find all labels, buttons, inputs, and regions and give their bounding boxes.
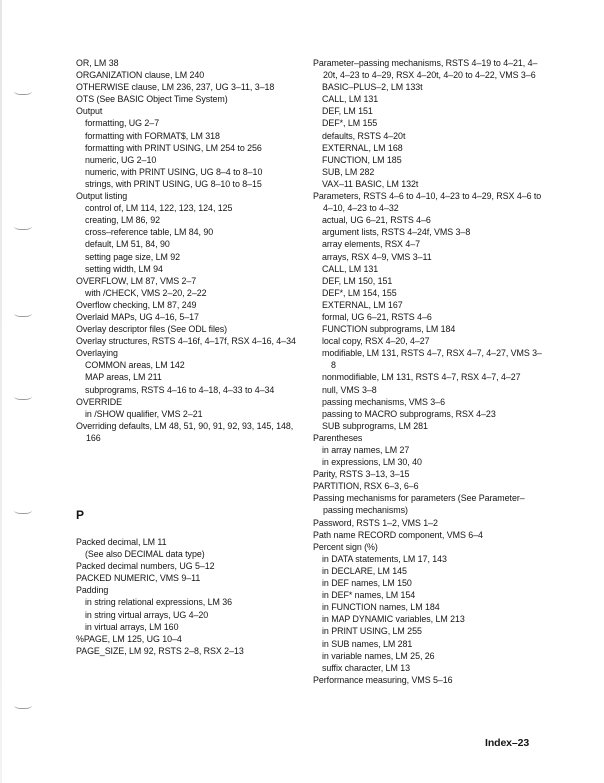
index-subentry: formatting with FORMAT$, LM 318 <box>85 130 220 141</box>
index-entry: Parameter–passing mechanisms, RSTS 4–19 to 4–21, 4–20t, 4–23 to 4–29, RSX 4–20t, 4–20 to 4–22, VMS 3–6 <box>313 58 538 81</box>
index-subentry: CALL, LM 131 <box>322 94 379 105</box>
index-entry: OVERRIDE <box>76 396 122 407</box>
index-subentry: DEF*, LM 154, 155 <box>322 287 397 298</box>
index-subentry: in virtual arrays, LM 160 <box>85 621 179 632</box>
index-subentry: subprograms, RSTS 4–16 to 4–18, 4–33 to 4–34 <box>85 384 275 395</box>
index-subentry: MAP areas, LM 211 <box>85 372 162 383</box>
index-subentry: in string virtual arrays, UG 4–20 <box>85 609 209 620</box>
index-entry: Padding <box>76 585 109 596</box>
section-letter-heading: P <box>76 508 85 522</box>
index-entry: Output listing <box>76 191 128 202</box>
index-subentry: nonmodifiable, LM 131, RSTS 4–7, RSX 4–7, 4–27 <box>322 372 521 383</box>
index-subentry: formatting, UG 2–7 <box>85 118 160 129</box>
index-entry: Path name RECORD component, VMS 6–4 <box>313 529 483 540</box>
index-subentry: CALL, LM 131 <box>322 263 379 274</box>
index-subentry: arrays, RSX 4–9, VMS 3–11 <box>322 251 432 262</box>
index-subentry: DEF, LM 151 <box>322 106 373 117</box>
index-subentry: (See also DECIMAL data type) <box>85 549 205 560</box>
index-subentry: formal, UG 6–21, RSTS 4–6 <box>322 311 432 322</box>
index-subentry: in DATA statements, LM 17, 143 <box>322 553 447 564</box>
index-column-right <box>313 57 545 686</box>
index-subentry: COMMON areas, LM 142 <box>85 360 185 371</box>
index-entry: ORGANIZATION clause, LM 240 <box>76 70 205 81</box>
index-subentry: in expressions, LM 30, 40 <box>322 457 422 468</box>
index-section-p <box>76 536 308 657</box>
punch-hole-mark <box>14 505 32 514</box>
index-subentry: FUNCTION subprograms, LM 184 <box>322 324 456 335</box>
index-subentry: in DEF names, LM 150 <box>322 578 412 589</box>
index-subentry: in FUNCTION names, LM 184 <box>322 602 440 613</box>
index-entry: Percent sign (%) <box>313 541 378 552</box>
index-subentry: setting page size, LM 92 <box>85 251 181 262</box>
index-subentry: DEF*, LM 155 <box>322 118 378 129</box>
page-number-footer: Index–23 <box>485 737 530 749</box>
index-subentry: DEF, LM 150, 151 <box>322 275 393 286</box>
index-entry: PAGE_SIZE, LM 92, RSTS 2–8, RSX 2–13 <box>76 645 244 656</box>
index-subentry: EXTERNAL, LM 167 <box>322 299 403 310</box>
index-subentry: control of, LM 114, 122, 123, 124, 125 <box>85 203 233 214</box>
punch-hole-mark <box>14 700 32 709</box>
index-subentry: VAX–11 BASIC, LM 132t <box>322 178 419 189</box>
index-entry: OTHERWISE clause, LM 236, 237, UG 3–11, 3–18 <box>76 82 275 93</box>
index-subentry: in /SHOW qualifier, VMS 2–21 <box>85 408 203 419</box>
index-entry: Packed decimal, LM 11 <box>76 537 167 547</box>
index-entry: PARTITION, RSX 6–3, 6–6 <box>313 481 419 492</box>
index-entry: Output <box>76 106 103 117</box>
index-subentry: numeric, with PRINT USING, UG 8–4 to 8–10 <box>85 166 263 177</box>
page-edge <box>0 0 2 783</box>
index-entry: OR, LM 38 <box>76 58 119 68</box>
index-subentry: setting width, LM 94 <box>85 263 163 274</box>
index-subentry: numeric, UG 2–10 <box>85 154 157 165</box>
index-subentry: actual, UG 6–21, RSTS 4–6 <box>322 215 431 226</box>
index-entry: PACKED NUMERIC, VMS 9–11 <box>76 573 201 584</box>
punch-hole-mark <box>14 308 32 317</box>
index-entry: Performance measuring, VMS 5–16 <box>313 674 453 685</box>
index-subentry: in MAP DYNAMIC variables, LM 213 <box>322 614 465 625</box>
index-section-o <box>76 57 308 444</box>
index-entry: %PAGE, LM 125, UG 10–4 <box>76 633 182 644</box>
index-subentry: modifiable, LM 131, RSTS 4–7, RSX 4–7, 4–27, VMS 3–8 <box>322 348 542 371</box>
index-subentry: FUNCTION, LM 185 <box>322 154 402 165</box>
index-subentry: formatting with PRINT USING, LM 254 to 256 <box>85 142 262 153</box>
index-subentry: in PRINT USING, LM 255 <box>322 626 422 637</box>
punch-hole-mark <box>14 221 32 230</box>
index-entry: OTS (See BASIC Object Time System) <box>76 94 228 105</box>
index-subentry: null, VMS 3–8 <box>322 384 377 395</box>
index-subentry: creating, LM 86, 92 <box>85 215 161 226</box>
index-column-left <box>76 57 308 657</box>
index-entry: OVERFLOW, LM 87, VMS 2–7 <box>76 275 197 286</box>
index-entry: Overflow checking, LM 87, 249 <box>76 299 197 310</box>
index-subentry: array elements, RSX 4–7 <box>322 239 421 250</box>
index-subentry: in variable names, LM 25, 26 <box>322 650 435 661</box>
index-subentry: with /CHECK, VMS 2–20, 2–22 <box>85 287 207 298</box>
index-subentry: suffix character, LM 13 <box>322 662 410 673</box>
punch-hole-mark <box>14 86 32 95</box>
index-subentry: SUB subprograms, LM 281 <box>322 420 428 431</box>
index-subentry: in array names, LM 27 <box>322 445 410 455</box>
index-entry: Passing mechanisms for parameters (See Parameter–passing mechanisms) <box>313 493 525 516</box>
index-subentry: argument lists, RSTS 4–24f, VMS 3–8 <box>322 227 471 238</box>
index-subentry: EXTERNAL, LM 168 <box>322 142 403 153</box>
index-subentry: in SUB names, LM 281 <box>322 638 413 649</box>
index-subentry: in DECLARE, LM 145 <box>322 565 407 576</box>
index-subentry: in DEF* names, LM 154 <box>322 590 416 601</box>
index-entry: Password, RSTS 1–2, VMS 1–2 <box>313 517 438 528</box>
index-subentry: in string relational expressions, LM 36 <box>85 597 233 608</box>
index-subentry: BASIC–PLUS–2, LM 133t <box>322 82 423 93</box>
index-subentry: SUB, LM 282 <box>322 166 375 177</box>
index-subentry: cross–reference table, LM 84, 90 <box>85 227 214 238</box>
index-entry: Overlaid MAPs, UG 4–16, 5–17 <box>76 311 199 322</box>
index-entry: Parity, RSTS 3–13, 3–15 <box>313 469 410 480</box>
index-entry: Overlaying <box>76 348 118 359</box>
index-entry: Parameters, RSTS 4–6 to 4–10, 4–23 to 4–29, RSX 4–6 to 4–10, 4–23 to 4–32 <box>313 191 542 214</box>
index-entry: Overlay descriptor files (See ODL files) <box>76 324 228 335</box>
index-subentry: passing to MACRO subprograms, RSX 4–23 <box>322 408 496 419</box>
punch-hole-mark <box>14 391 32 400</box>
index-entry: Packed decimal numbers, UG 5–12 <box>76 561 215 572</box>
index-subentry: defaults, RSTS 4–20t <box>322 130 406 141</box>
index-subentry: local copy, RSX 4–20, 4–27 <box>322 336 430 347</box>
index-subentry: default, LM 51, 84, 90 <box>85 239 170 250</box>
index-section-right <box>313 57 545 686</box>
index-subentry: strings, with PRINT USING, UG 8–10 to 8–15 <box>85 178 262 189</box>
index-entry: Parentheses <box>313 432 363 443</box>
index-subentry: passing mechanisms, VMS 3–6 <box>322 396 445 407</box>
index-entry: Overlay structures, RSTS 4–16f, 4–17f, RSX 4–16, 4–34 <box>76 336 296 347</box>
index-entry: Overriding defaults, LM 48, 51, 90, 91, 92, 93, 145, 148, 166 <box>76 420 294 443</box>
